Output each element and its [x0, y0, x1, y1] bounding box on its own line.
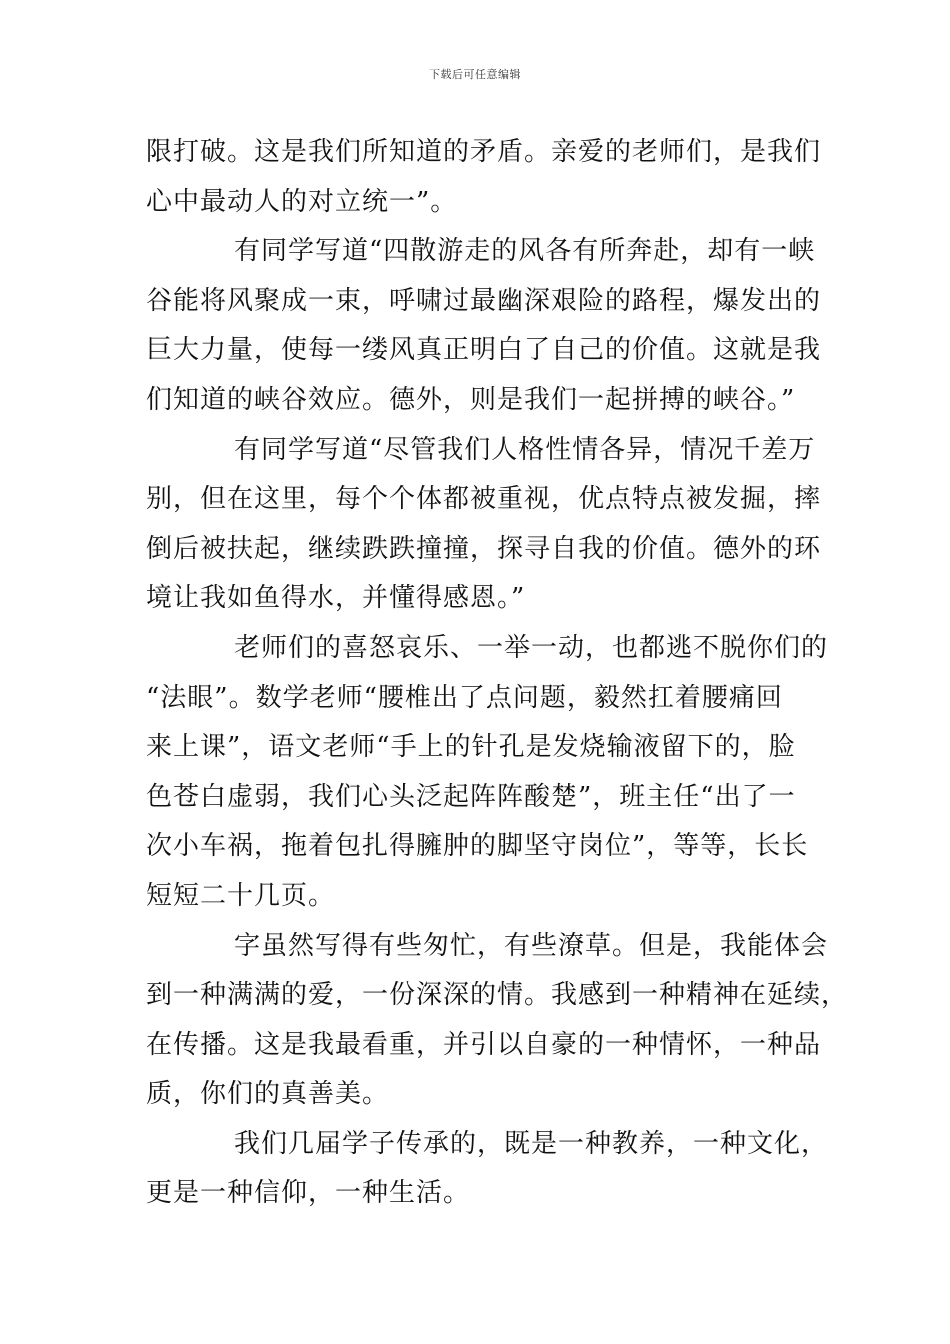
text-line: 次小车祸，拖着包扎得臃肿的脚坚守岗位”，等等，长长	[146, 831, 809, 862]
text-line: 限打破。这是我们所知道的矛盾。亲爱的老师们，是我们	[146, 137, 822, 167]
text-line: 更是一种信仰，一种生活。	[146, 1178, 471, 1209]
text-line: 短短二十几页。	[146, 880, 336, 911]
text-line: 倒后被扶起，继续跌跌撞撞，探寻自我的价值。德外的环	[146, 533, 822, 564]
text-line: 别，但在这里，每个个体都被重视，优点特点被发掘，摔	[146, 484, 822, 515]
text-line: 心中最动人的对立统一”。	[146, 186, 458, 217]
text-line: 谷能将风聚成一束，呼啸过最幽深艰险的路程，爆发出的	[146, 285, 822, 316]
text-line: 色苍白虚弱，我们心头泛起阵阵酸楚”，班主任“出了一	[146, 781, 796, 812]
body-text	[146, 128, 849, 1219]
page-header: 下载后可任意编辑	[429, 68, 521, 81]
paragraph-start-line: 老师们的喜怒哀乐、一举一动，也都逃不脱你们的	[234, 632, 829, 663]
text-line: 质，你们的真善美。	[146, 1079, 390, 1110]
text-line: 在传播。这是我最看重，并引以自豪的一种情怀，一种品	[146, 1029, 822, 1060]
paragraph-start-line: 有同学写道“尽管我们人格性情各异，情况千差万	[234, 434, 816, 465]
text-line: 来上课”，语文老师“手上的针孔是发烧输液留下的，脸	[146, 732, 796, 763]
text-line: 境让我如鱼得水，并懂得感恩。”	[146, 583, 526, 614]
text-line: “法眼”。数学老师“腰椎出了点问题，毅然扛着腰痛回	[146, 682, 783, 713]
paragraph-start-line: 我们几届学子传承的，既是一种教养，一种文化，	[234, 1128, 829, 1159]
paragraph-start-line: 有同学写道“四散游走的风各有所奔赴，却有一峡	[234, 236, 816, 267]
text-line: 到一种满满的爱，一份深深的情。我感到一种精神在延续，	[146, 980, 849, 1011]
text-line: 们知道的峡谷效应。德外，则是我们一起拼搏的峡谷。”	[146, 384, 796, 415]
text-line: 巨大力量，使每一缕风真正明白了自己的价值。这就是我	[146, 335, 822, 366]
paragraph-start-line: 字虽然写得有些匆忙，有些潦草。但是，我能体会	[234, 930, 829, 961]
